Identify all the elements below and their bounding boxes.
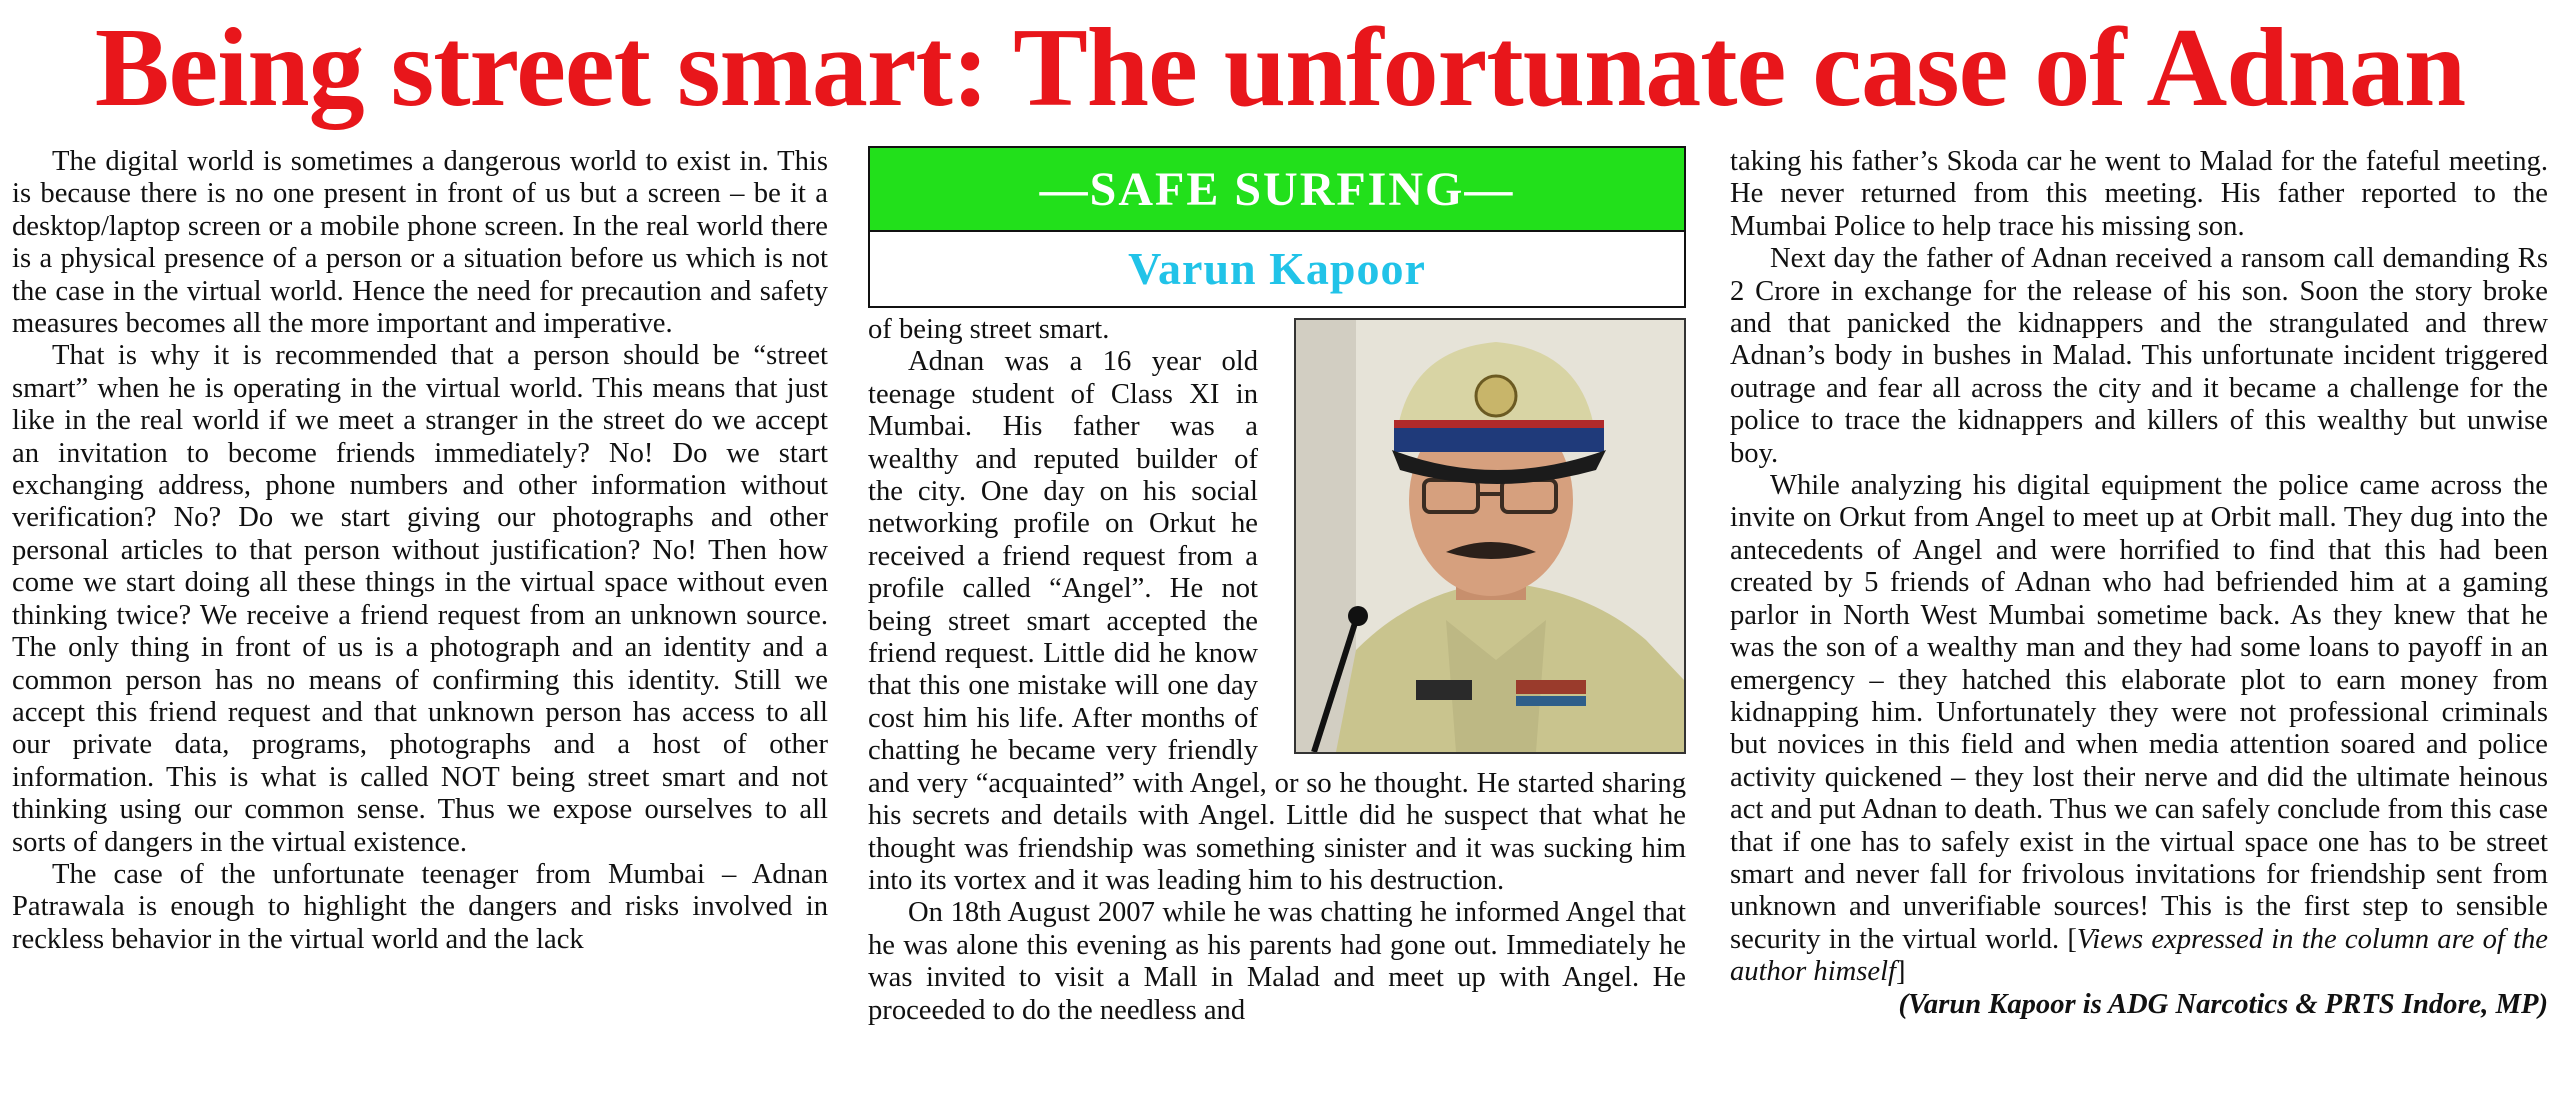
paragraph: of being street smart. xyxy=(868,314,1110,345)
paragraph: On 18th August 2007 while he was chatting he informed Angel that he was alone this evening as his parents had gone out. Immediately he was invited to visit a Mall in Malad and meet up with Angel. He proceeded to do the needless and xyxy=(868,897,1686,1026)
paragraph-text: While analyzing his digital equipment the police came across the invite on Orkut from Angel to meet up at Orbit mall. They dug into the antecedents of Angel and were horrified to find that this had been created by 5 friends of Adnan who had befriended him at a gaming parlor in North West Mumbai sometime back. As they knew that he was the son of a wealthy man and they had some loans to payoff in an emergency – they hatched this elaborate plot to earn money from kidnapping him. Unfortunately they were not professional criminals but novices in this field and when media attention soared and police activity quickened – they lost their nerve and did the ultimate heinous act and put Adnan to death. Thus we can safely conclude from this case that if one has to safely exist in the virtual space one has to be street smart and never fall for frivolous invitations for friendship sent from unknown and unverifiable sources! This is the first step to sensible security in the virtual world. [ xyxy=(1730,470,2548,955)
paragraph: taking his father’s Skoda car he went to Malad for the fateful meeting. He never returned from this meeting. His father reported to the Mumbai Police to help trace his missing son. xyxy=(1730,146,2548,242)
author-name: Varun Kapoor xyxy=(1128,243,1426,294)
article-column-2 xyxy=(868,146,1686,1106)
paragraph: Adnan was a 16 year old teenage student of Class XI in Mumbai. His father was a wealthy and reputed builder of the city. One day on his social networking profile on Orkut he received a friend request from a profile called “Angel”. He not being street smart accepted the friend request. Little did he know that this one mistake will one day cost him his life. After months of chatting he became very friendly and very “acquainted” with Angel, or so he thought. He started sharing his secrets and details with Angel. Little did he suspect that what he thought was friendship was something sinister and it was sucking him into its vortex and it was leading him to his destruction. xyxy=(868,346,1686,896)
portrait-photo xyxy=(1294,318,1686,754)
column-title: —SAFE SURFING— xyxy=(870,148,1684,232)
paragraph: Next day the father of Adnan received a ransom call demanding Rs 2 Crore in exchange for the release of his son. Soon the story broke and that panicked the kidnappers and the strangulated and threw Adnan’s body in bushes in Malad. This unfortunate incident triggered outrage and fear all across the city and it became a challenge for the police to trace the kidnappers and killers of this wealthy but unwise boy. xyxy=(1730,243,2548,469)
article-column-1 xyxy=(12,146,828,1106)
portrait-photo-icon xyxy=(1296,320,1684,752)
article-column-3 xyxy=(1730,146,2548,1106)
author-credit: (Varun Kapoor is ADG Narcotics & PRTS Indore, MP) xyxy=(1898,988,2548,1020)
headline: Being street smart: The unfortunate case of Adnan xyxy=(94,6,2466,130)
paragraph: The case of the unfortunate teenager from Mumbai – Adnan Patrawala is enough to highlight the dangers and risks involved in reckless behavior in the virtual world and the lack xyxy=(12,858,828,955)
bracket: ] xyxy=(1896,956,1906,988)
column-byline-box xyxy=(868,146,1686,308)
disclaimer-text: Views expressed in the column are of the author himself xyxy=(1730,923,2548,988)
paragraph xyxy=(1730,470,2548,989)
paragraph: The digital world is sometimes a dangerous world to exist in. This is because there is no one present in front of us but a screen – be it a desktop/laptop screen or a mobile phone screen. In the real world there is a physical presence of a person or a situation before us which is not the case in the virtual world. Hence the need for precaution and safety measures becomes all the more important and imperative. xyxy=(12,146,828,340)
paragraph: That is why it is recommended that a person should be “street smart” when he is operating in the virtual world. This means that just like in the real world if we meet a stranger in the street do we accept an invitation to become friends immediately? No! Do we start exchanging address, phone numbers and other information without verification? No? Do we start giving our photographs and other personal articles to that person without justification? No! Then how come we start doing all these things in the virtual space without even thinking twice? We receive a friend request from an unknown source. The only thing in front of us is a photograph and an identity and a common person has no means of confirming this identity. Still we accept this friend request and that unknown person has access to all our private data, programs, photographs and a host of other information. This is what is called NOT being street smart and not thinking using our common sense. Thus we expose ourselves to all sorts of dangers in the virtual existence. xyxy=(12,340,828,858)
